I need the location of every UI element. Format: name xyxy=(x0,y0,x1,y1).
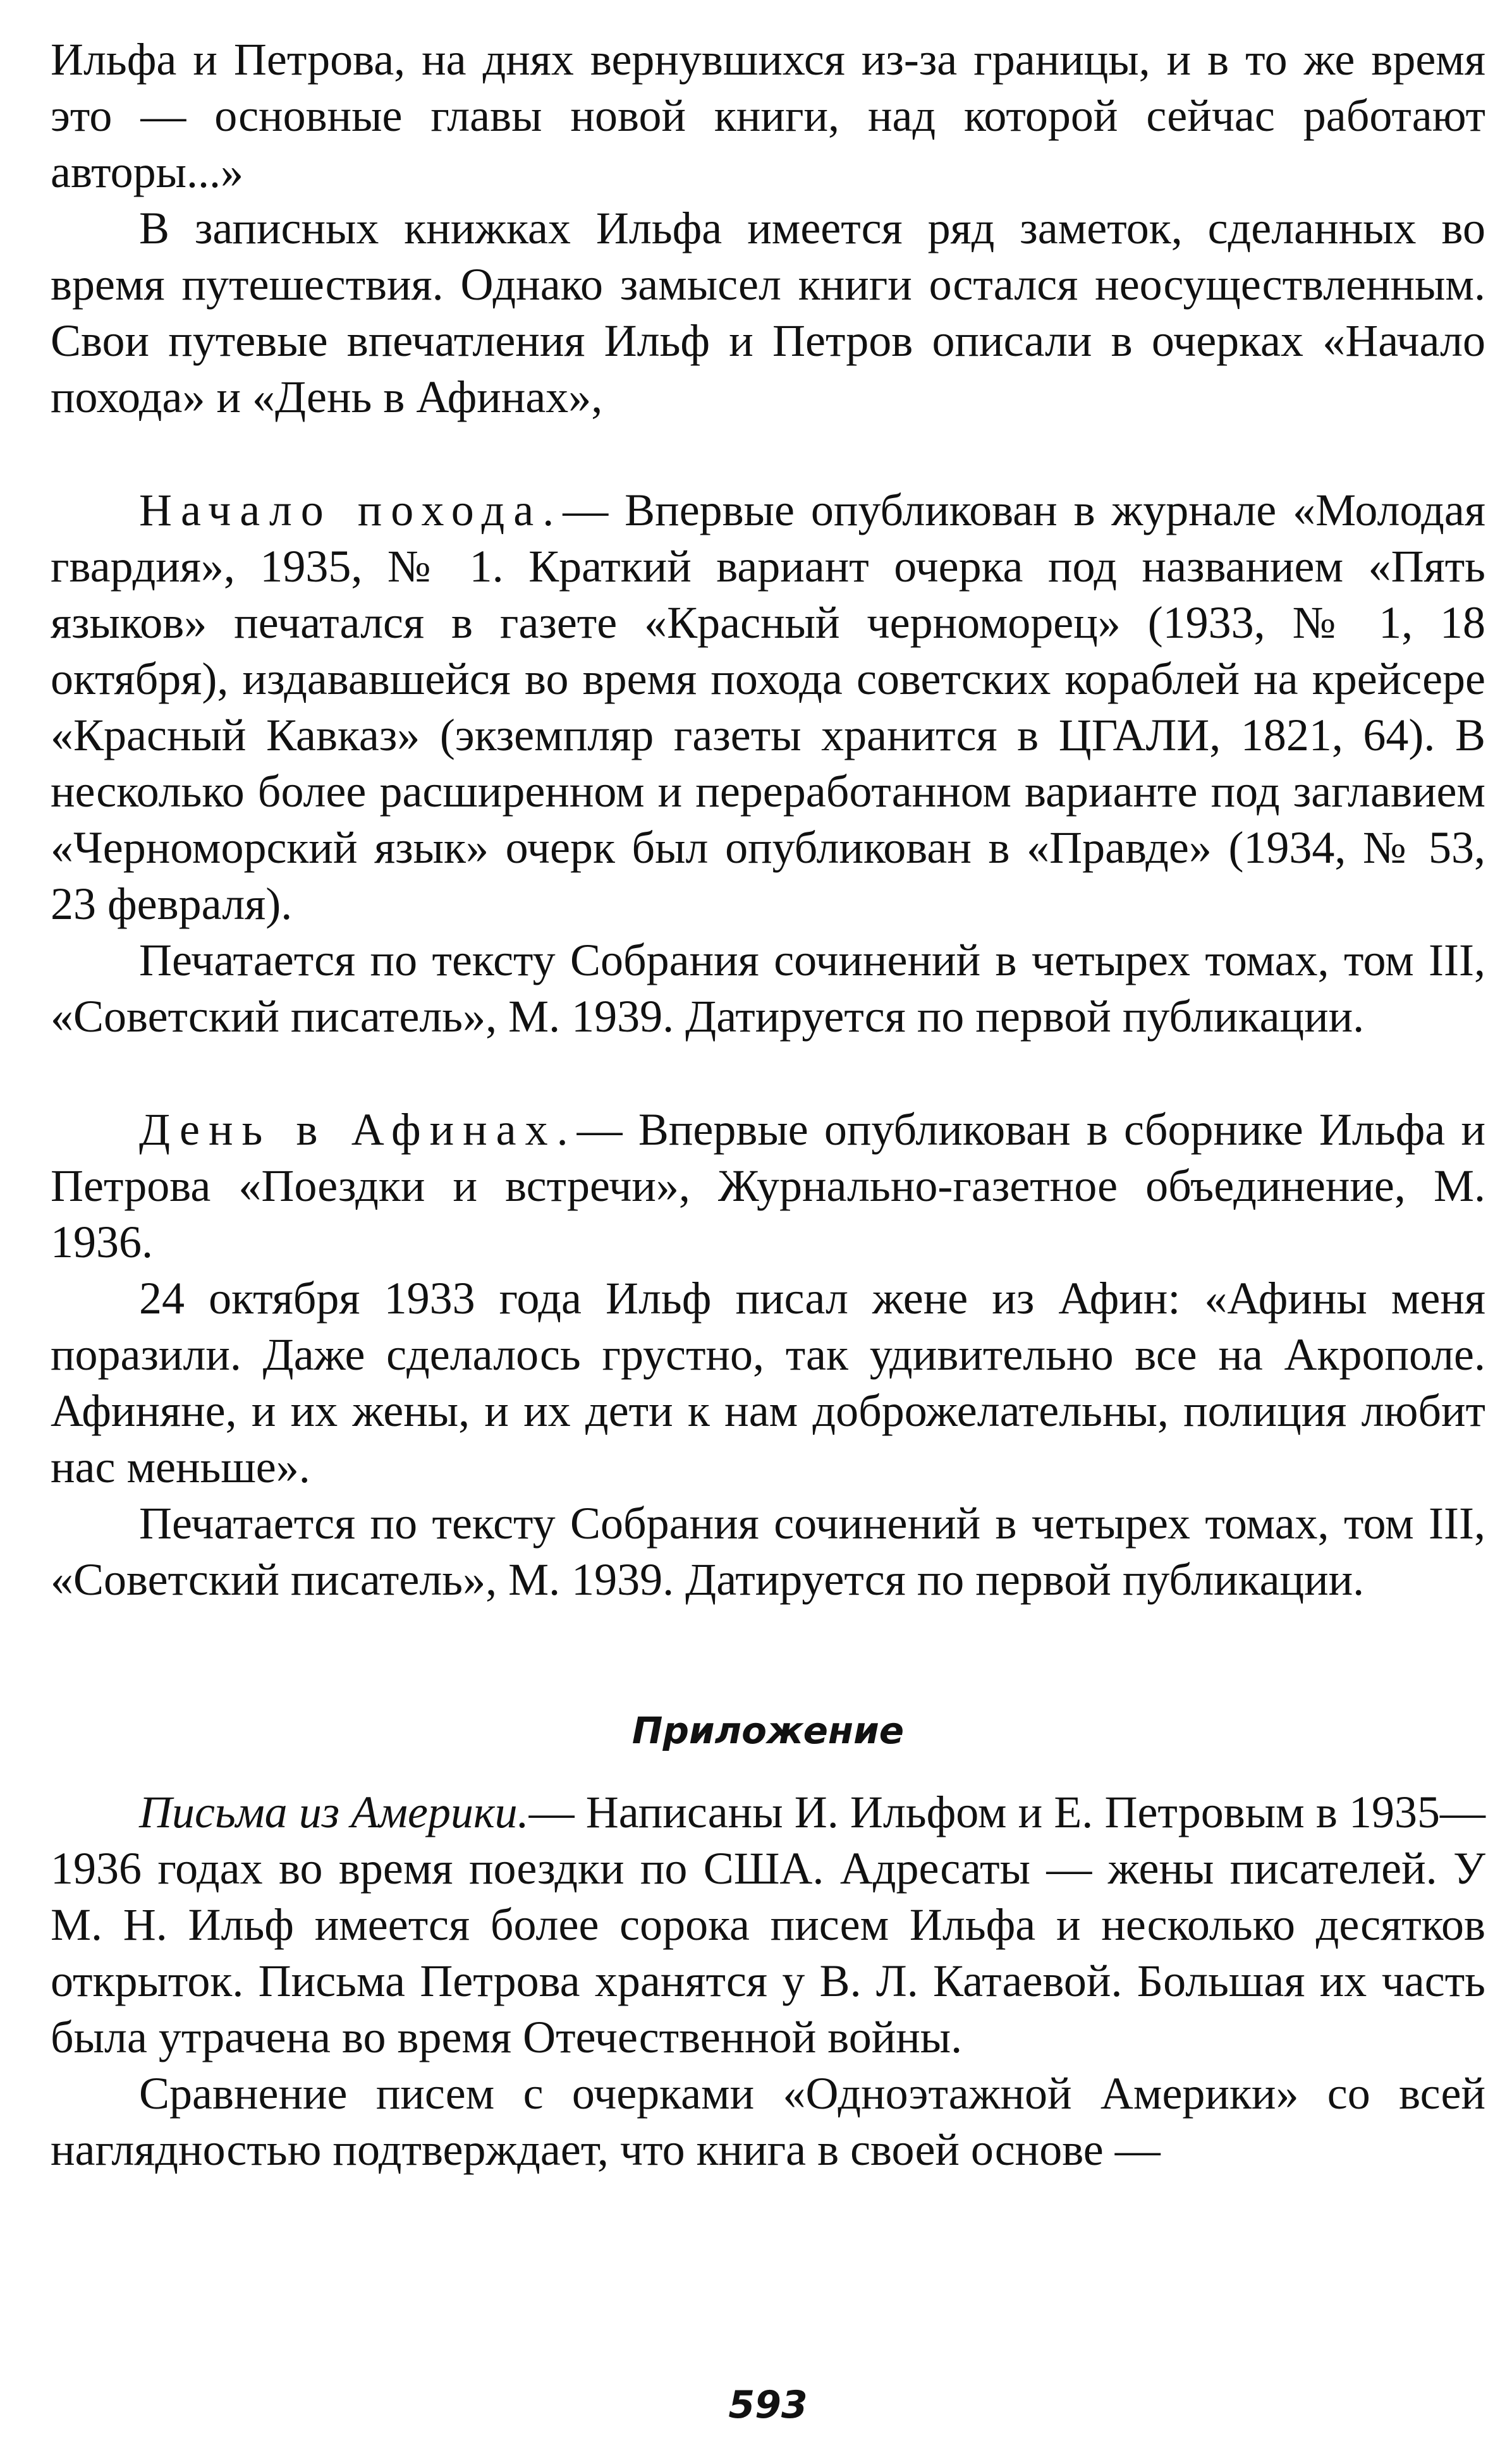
comparison-paragraph: Сравнение писем с очерками «Одноэтажной Америки» со всей наглядностью подтверждает, что книга в своей основе — xyxy=(51,2068,1485,2175)
athens-print-note: Печатается по тексту Собрания сочинений в четырех томах, том III, «Советский писатель», М. 1939. Датируется по первой публикации. xyxy=(51,1498,1485,1605)
athens-entry-text: — Впервые опубликован в сборнике Ильфа и Петрова «Поездки и встречи», Журнально-газетное объединение, М. 1936. xyxy=(51,1104,1485,1267)
letters-entry xyxy=(51,1784,1485,2066)
section-gap xyxy=(51,1608,1485,1703)
start-entry-text: — Впервые опубликован в журнале «Молодая гвардия», 1935, № 1. Краткий вариант очерка под названием «Пять языков» печатался в газете «Красный черноморец» (1933, № 1, 18 октября), издававшейся во время похода советских кораблей на крейсере «Красный Кавказ» (экземпляр газеты хранится в ЦГАЛИ, 1821, 64). В несколько более расширенном и переработанном варианте под заглавием «Черноморский язык» очерк был опубликован в «Правде» (1934, № 53, 23 февраля). xyxy=(51,485,1486,929)
section-gap xyxy=(51,425,1485,482)
notebooks-paragraph: В записных книжках Ильфа имеется ряд заметок, сделанных во время путешествия. Однако замысел книги остался неосуществленным. Свои путевые впечатления Ильф и Петров описали в очерках «Начало похода» и «День в Афинах», xyxy=(51,203,1485,422)
letters-entry-title: Письма из Америки. xyxy=(139,1787,529,1837)
athens-entry xyxy=(51,1102,1485,1270)
athens-entry-title: День в Афинах. xyxy=(139,1104,577,1155)
section-gap xyxy=(51,1045,1485,1102)
appendix-heading: Приложение xyxy=(631,1709,905,1752)
start-print-note: Печатается по тексту Собрания сочинений в четырех томах, том III, «Советский писатель», М. 1939. Датируется по первой публикации. xyxy=(51,935,1485,1042)
start-entry xyxy=(51,482,1485,932)
start-entry-title: Начало похода. xyxy=(139,485,563,535)
document-page xyxy=(51,32,1486,2427)
intro-continuation: Ильфа и Петрова, на днях вернувшихся из-за границы, и в то же время это — основные главы новой книги, над которой сейчас работают авторы...» xyxy=(51,34,1485,197)
athens-letter: 24 октября 1933 года Ильф писал жене из Афин: «Афины меня поразили. Даже сделалось грустно, так удивительно все на Акрополе. Афиняне, и их жены, и их дети к нам доброжелательны, полиция любит нас меньше». xyxy=(51,1273,1485,1492)
page-number: 593 xyxy=(728,2383,808,2427)
letters-entry-text: — Написаны И. Ильфом и Е. Петровым в 1935—1936 годах во время поездки по США. Адресаты — жены писателей. У М. Н. Ильф имеется более сорока писем Ильфа и несколько десятков открыток. Письма Петрова хранятся у В. Л. Катаевой. Большая их часть была утрачена во время Отечественной войны. xyxy=(51,1787,1485,2062)
section-gap xyxy=(51,1759,1485,1784)
